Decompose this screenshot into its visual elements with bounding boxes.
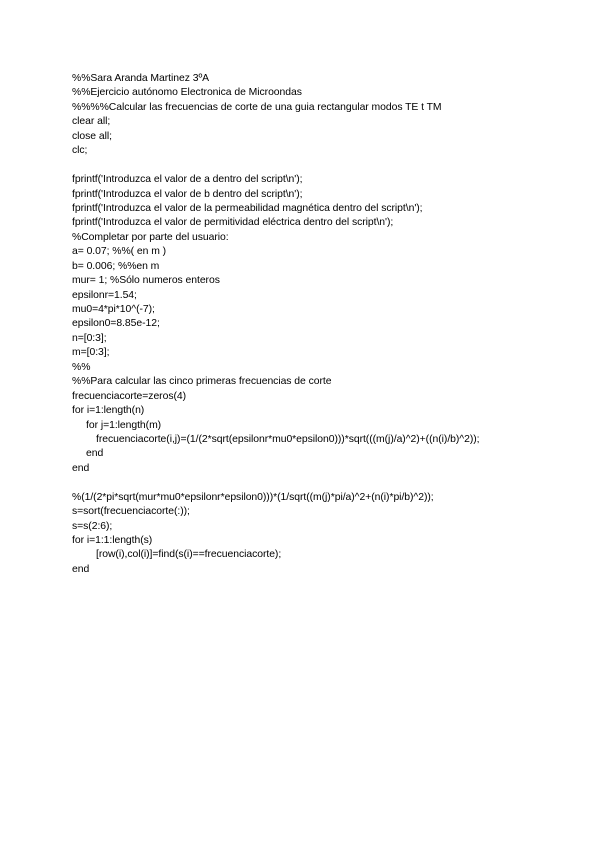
code-line: n=[0:3]; [72, 332, 107, 344]
code-line: s=s(2:6); [72, 520, 113, 532]
code-line: m=[0:3]; [72, 347, 110, 359]
code-line: for i=1:length(n) [72, 405, 145, 417]
code-line: s=sort(frecuenciacorte(:)); [72, 506, 190, 518]
code-line: end [72, 462, 90, 474]
code-line: frecuenciacorte=zeros(4) [72, 390, 187, 402]
code-line: end [72, 563, 90, 575]
code-line: clc; [72, 145, 88, 157]
code-line: clear all; [72, 116, 111, 128]
code-line: %%%%Calcular las frecuencias de corte de una guia rectangular modos TE t TM [72, 101, 442, 113]
code-line: for j=1:length(m) [86, 419, 162, 431]
code-line: fprintf('Introduzca el valor de la permeabilidad magnética dentro del script\n'); [72, 202, 423, 214]
code-line: end [86, 448, 104, 460]
code-line: epsilon0=8.85e-12; [72, 318, 160, 330]
code-line: fprintf('Introduzca el valor de b dentro del script\n'); [72, 188, 303, 200]
code-line: epsilonr=1.54; [72, 289, 137, 301]
code-line: mur= 1; %Sólo numeros enteros [72, 275, 220, 287]
code-line: %%Ejercicio autónomo Electronica de Microondas [72, 87, 302, 99]
code-line: close all; [72, 130, 112, 142]
code-line: b= 0.006; %%en m [72, 260, 160, 272]
code-listing [72, 72, 480, 577]
code-line [72, 476, 480, 490]
code-line: for i=1:1:length(s) [72, 535, 153, 546]
code-line: %%Para calcular las cinco primeras frecuencias de corte [72, 376, 332, 388]
code-line [72, 159, 480, 173]
code-line: %(1/(2*pi*sqrt(mur*mu0*epsilonr*epsilon0)))*(1/sqrt((m(j)*pi/a)^2+(n(i)*pi/b)^2)); [72, 491, 434, 503]
code-line: [row(i),col(i)]=find(s(i)==frecuenciacorte); [96, 549, 282, 561]
code-line: fprintf('Introduzca el valor de permitividad eléctrica dentro del script\n'); [72, 217, 394, 229]
code-line: fprintf('Introduzca el valor de a dentro del script\n'); [72, 174, 303, 186]
code-line: %%Sara Aranda Martinez 3ºA [72, 73, 210, 84]
code-line: a= 0.07; %%( en m ) [72, 246, 167, 258]
code-line: mu0=4*pi*10^(-7); [72, 304, 155, 315]
code-line: frecuenciacorte(i,j)=(1/(2*sqrt(epsilonr*mu0*epsilon0)))*sqrt(((m(j)/a)^2)+((n(i)/b)^2)); [96, 433, 480, 445]
code-line: %Completar por parte del usuario: [72, 231, 229, 243]
code-line: %% [72, 361, 91, 373]
